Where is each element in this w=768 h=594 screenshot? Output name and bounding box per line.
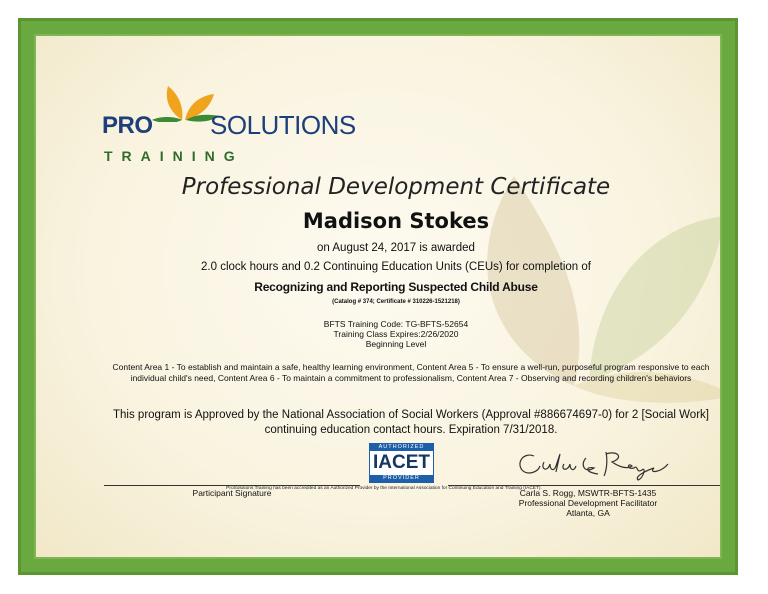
approval-line-1: This program is Approved by the National Association of Social Workers (Approval #886674697-0) for 2 [Social Work]: [113, 409, 709, 421]
content-areas: Content Area 1 - To establish and maintain a safe, healthy learning environment, Content Area 5 - To ensure a well-run, purposeful program responsive to each individual child's need, Content Area 6 - To maintain a commitment to professionalism, Content Area 7 - Observing and recording children's behaviors: [112, 362, 710, 383]
logo-solutions-text: SOLUTIONS: [210, 110, 356, 140]
facilitator-block: [448, 488, 720, 518]
approval-line-2: continuing education contact hours. Expiration 7/31/2018.: [264, 424, 558, 436]
iacet-provider: PROVIDER: [370, 475, 433, 482]
certificate-paper: [36, 36, 720, 557]
nasw-approval: [106, 408, 716, 438]
training-code: BFTS Training Code: TG-BFTS-52654: [323, 319, 469, 329]
iacet-authorized: AUTHORIZED: [370, 444, 433, 451]
recipient-name: Madison Stokes: [302, 209, 490, 233]
certificate-title: Professional Development Certificate: [181, 174, 611, 200]
iacet-badge: [369, 443, 434, 483]
level: Beginning Level: [365, 339, 427, 349]
participant-signature-label: Participant Signature: [192, 488, 272, 498]
facilitator-title: Professional Development Facilitator: [518, 498, 658, 508]
facilitator-name: Carla S. Rogg, MSWTR-BFTS-1435: [519, 488, 657, 498]
course-title: Recognizing and Reporting Suspected Child Abuse: [254, 280, 538, 294]
hours-line: 2.0 clock hours and 0.2 Continuing Education Units (CEUs) for completion of: [201, 261, 591, 273]
facilitator-signature-icon: [514, 444, 674, 482]
logo-pro-text: PRO: [102, 112, 153, 139]
iacet-mark: IACET: [373, 452, 430, 473]
facilitator-location: Atlanta, GA: [566, 508, 610, 518]
awarded-line: on August 24, 2017 is awarded: [317, 242, 475, 254]
catalog-line: (Catalog # 374; Certificate # 310226-1521218): [332, 299, 460, 305]
accreditation-footer: ProSolutions Training has been accredited as an Authorized Provider by the International Association for Continuing Education and Training (IACET).: [226, 486, 542, 491]
class-expires: Training Class Expires:2/26/2020: [333, 329, 459, 339]
logo-training-text: TRAINING: [104, 148, 244, 164]
training-details: [36, 319, 720, 349]
prosolutions-logo: [102, 82, 372, 172]
certificate-border: [18, 18, 738, 575]
